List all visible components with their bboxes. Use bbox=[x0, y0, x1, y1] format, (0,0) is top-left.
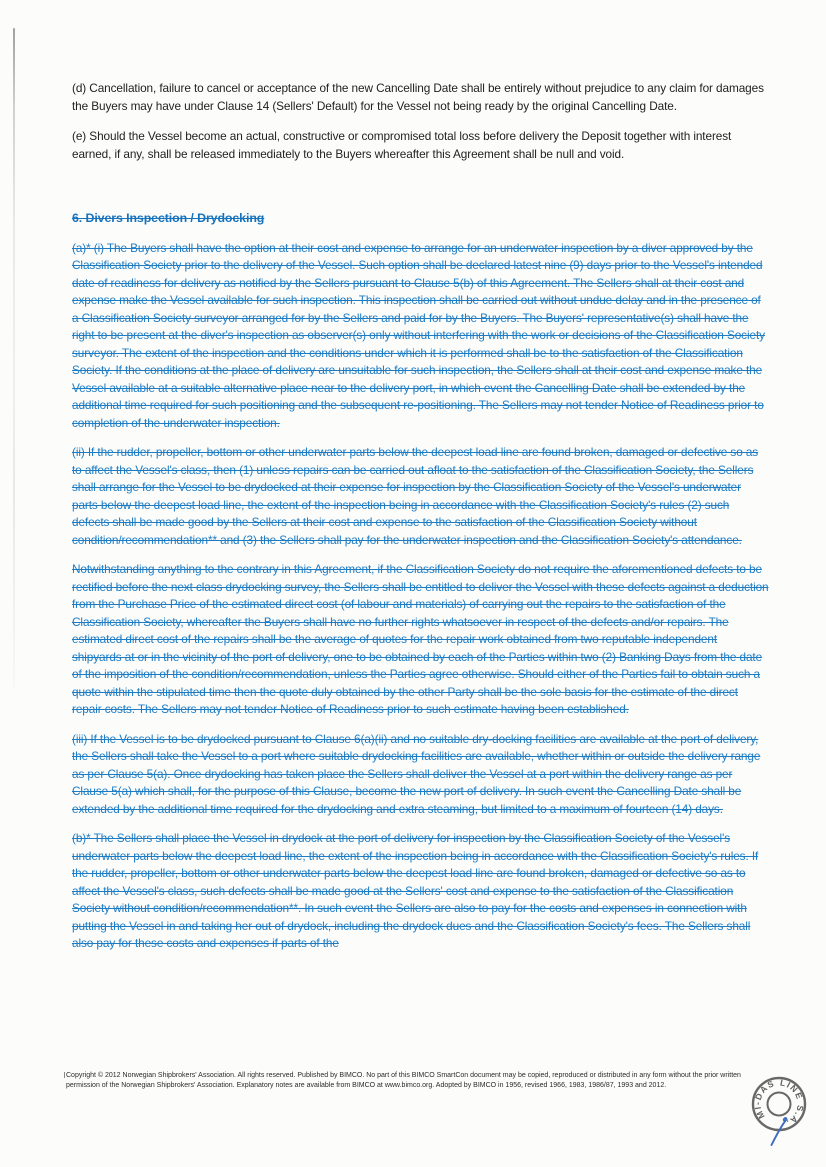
clause-6b-paragraph-struck: (b)* The Sellers shall place the Vessel in drydock at the port of delivery for inspection by the Classification Society of the Vessel's underwater parts below the deepest load line, the extent of the inspection being in accordance with the Classification Society's rules. If the rudder, propeller, bottom or other underwater parts below the deepest load line are found broken, damaged or defective so as to affect the Vessel's class, such defects shall be made good at the Sellers' cost and expense to the satisfaction of the Classification Society without condition/recommendation**. In such event the Sellers are also to pay for the costs and expenses in connection with putting the Vessel in and taking her out of drydock, including the drydock dues and the Classification Society's fees. The Sellers shall also pay for these costs and expenses if parts of the bbox=[72, 831, 759, 950]
clause-6-notwithstanding-paragraph-struck: Notwithstanding anything to the contrary in this Agreement, if the Classification Society do not require the aforementioned defects to be rectified before the next class drydocking survey, the Sellers shall be entitled to deliver the Vessel with these defects against a deduction from the Purchase Price of the estimated direct cost (of labour and materials) of carrying out the repairs to the satisfaction of the Classification Society, whereafter the Buyers shall have no further rights whatsoever in respect of the defects and/or repairs. The estimated direct cost of the repairs shall be the average of quotes for the repair work obtained from two reputable independent shipyards at or in the vicinity of the port of delivery, one to be obtained by each of the Parties within two (2) Banking Days from the date of the imposition of the condition/recommendation, unless the Parties agree otherwise. Should either of the Parties fail to obtain such a quote within the stipulated time then the quote duly obtained by the other Party shall be the sole basis for the estimate of the direct repair costs. The Sellers may not tender Notice of Readiness prior to such estimate having been established. bbox=[72, 562, 769, 716]
document-body bbox=[72, 80, 769, 965]
clause-6a-ii-paragraph-struck: (ii) If the rudder, propeller, bottom or other underwater parts below the deepest load line are found broken, damaged or defective so as to affect the Vessel's class, then (1) unless repairs can be carried out afloat to the satisfaction of the Classification Society, the Sellers shall arrange for the Vessel to be drydocked at their expense for inspection by the Classification Society of the Vessel's underwater parts below the deepest load line, the extent of the inspection being in accordance with the Classification Society's rules (2) such defects shall be made good by the Sellers at their cost and expense to the satisfaction of the Classification Society without condition/recommendation** and (3) the Sellers shall pay for the underwater inspection and the Classification Society's attendance. bbox=[72, 445, 759, 547]
stamp-text: MI-DAS LINE S.A. bbox=[752, 1077, 806, 1129]
copyright-footer bbox=[66, 1071, 771, 1091]
clause-6a-iii-paragraph-struck: (iii) If the Vessel is to be drydocked pursuant to Clause 6(a)(ii) and no suitable dry-docking facilities are available at the port of delivery, the Sellers shall take the Vessel to a port where suitable drydocking facilities are available, whether within or outside the delivery range as per Clause 5(a). Once drydocking has taken place the Sellers shall deliver the Vessel at a port within the delivery range as per Clause 5(a) which shall, for the purpose of this Clause, become the new port of delivery. In such event the Cancelling Date shall be extended by the additional time required for the drydocking and extra steaming, but limited to a maximum of fourteen (14) days. bbox=[72, 731, 761, 816]
paragraph-5d: (d) Cancellation, failure to cancel or acceptance of the new Cancelling Date shall be entirely without prejudice to any claim for damages the Buyers may have under Clause 14 (Sellers' Default) for the Vessel not being ready by the original Cancelling Date. bbox=[72, 81, 764, 113]
clause-6-heading: 6. Divers Inspection / Drydocking bbox=[72, 211, 265, 225]
pen-stroke bbox=[772, 1118, 787, 1145]
handwritten-initial bbox=[762, 1112, 802, 1152]
copyright-footer-line2: permission of the Norwegian Shipbrokers' Association. Explanatory notes are available from BIMCO at www.bimco.org. Adopted by BIMCO in 1956, revised 1966, 1983, 1986/87, 1993 and 2012. bbox=[66, 1082, 667, 1089]
copyright-footer-line1: Copyright © 2012 Norwegian Shipbrokers' Association. All rights reserved. Published by BIMCO. No part of this BIMCO SmartCon document may be copied, reproduced or distributed in any form without the prior written bbox=[66, 1072, 741, 1079]
scan-artifact-line bbox=[13, 28, 15, 688]
paragraph-5e: (e) Should the Vessel become an actual, constructive or compromised total loss before delivery the Deposit together with interest earned, if any, shall be released immediately to the Buyers whereafter this Agreement shall be null and void. bbox=[72, 129, 732, 161]
clause-6a-i-paragraph-struck: (a)* (i) The Buyers shall have the option at their cost and expense to arrange for an underwater inspection by a diver approved by the Classification Society prior to the delivery of the Vessel. Such option shall be declared latest nine (9) days prior to the Vessel's intended date of readiness for delivery as notified by the Sellers pursuant to Clause 5(b) of this Agreement. The Sellers shall at their cost and expense make the Vessel available for such inspection. This inspection shall be carried out without undue delay and in the presence of a Classification Society surveyor arranged for by the Sellers and paid for by the Buyers. The Buyers' representative(s) shall have the right to be present at the diver's inspection as observer(s) only without interfering with the work or decisions of the Classification Society surveyor. The extent of the inspection and the conditions under which it is performed shall be to the satisfaction of the Classification Society. If the conditions at the place of delivery are unsuitable for such inspection, the Sellers shall at their cost and expense make the Vessel available at a suitable alternative place near to the delivery port, in which event the Cancelling Date shall be extended by the additional time required for such positioning and the subsequent re-positioning. The Sellers may not tender Notice of Readiness prior to completion of the underwater inspection. bbox=[72, 240, 765, 430]
scan-speck bbox=[64, 1072, 65, 1078]
